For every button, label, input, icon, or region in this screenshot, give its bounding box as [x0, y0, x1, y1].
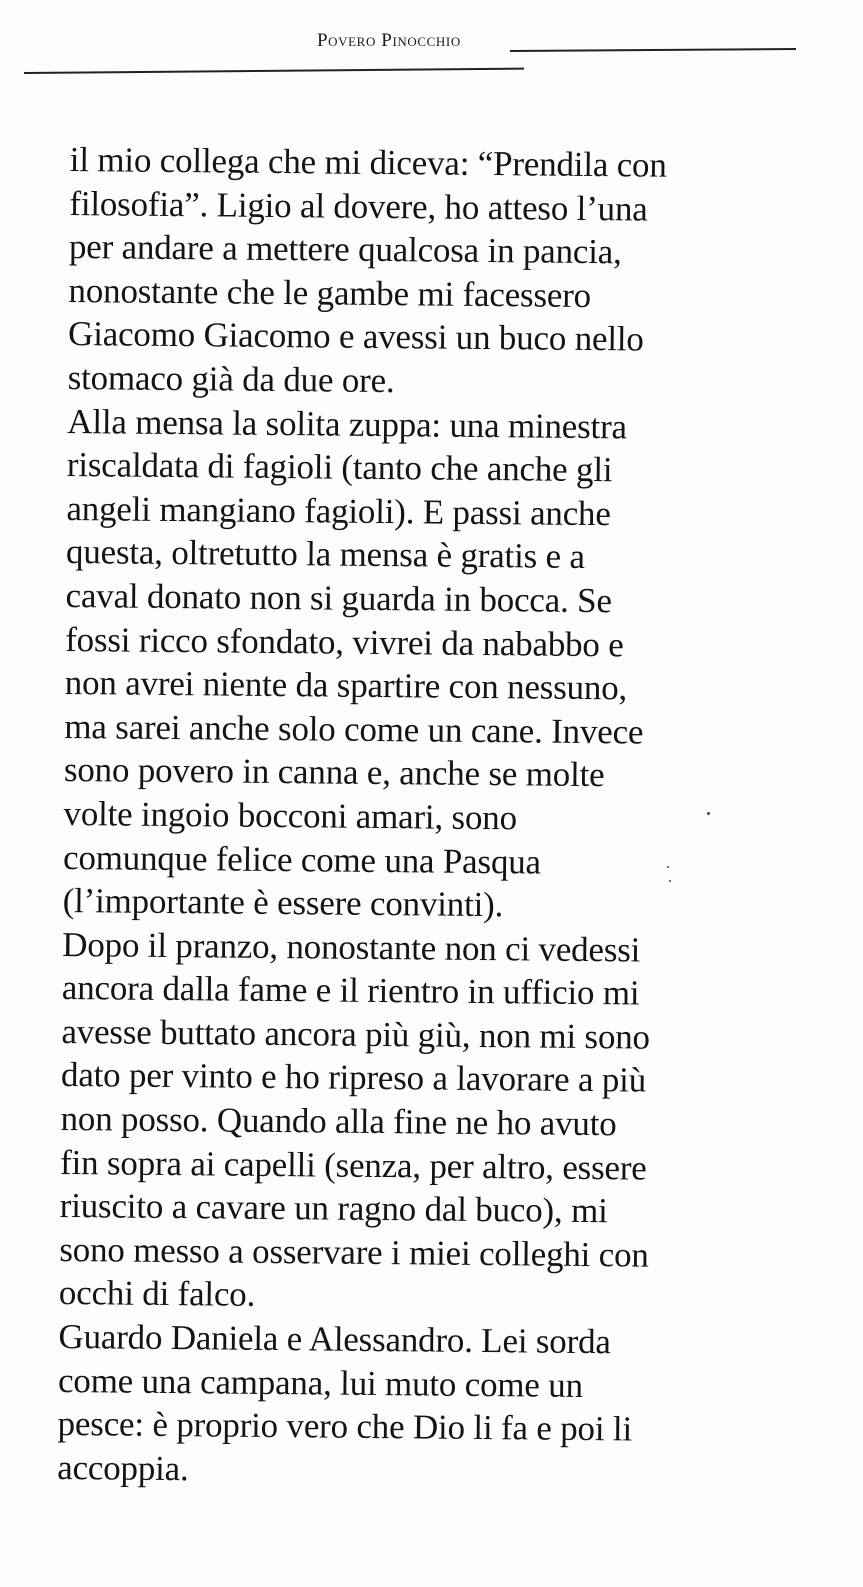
text-line: occhi di falco.: [58, 1273, 256, 1315]
text-line: sono messo a osservare i miei colleghi con: [59, 1229, 649, 1275]
text-line: Guardo Daniela e Alessandro. Lei sorda: [58, 1316, 611, 1362]
text-line: non avrei niente da spartire con nessuno,: [64, 663, 628, 708]
text-line: Dopo il pranzo, nonostante non ci vedessi: [62, 924, 641, 970]
scan-speck: [669, 880, 671, 882]
text-line: pesce: è proprio vero che Dio li fa e poi li: [57, 1404, 633, 1449]
text-line: volte ingoio bocconi amari, sono: [63, 793, 518, 838]
text-line: accoppia.: [57, 1447, 189, 1489]
text-line: nonostante che le gambe mi facessero: [68, 270, 592, 315]
text-line: filosofia”. Ligio al dovere, ho atteso l’una: [69, 183, 648, 229]
text-line: caval donato non si guarda in bocca. Se: [65, 575, 612, 621]
text-line: il mio collega che mi diceva: “Prendila con: [69, 139, 667, 185]
body-text: [57, 138, 830, 1497]
text-line: per andare a mettere qualcosa in pancia,: [68, 227, 622, 272]
text-line: questa, oltretutto la mensa è gratis e a: [65, 532, 585, 577]
scan-speck: [667, 866, 669, 868]
text-line: fin sopra ai capelli (senza, per altro, essere: [59, 1142, 647, 1188]
text-line: dato per vinto e ho ripreso a lavorare a più: [60, 1055, 647, 1101]
running-head-title: Povero Pinocchio: [317, 30, 461, 51]
text-line: avesse buttato ancora più giù, non mi sono: [61, 1011, 651, 1057]
text-line: Alla mensa la solita zuppa: una minestra: [67, 401, 628, 446]
text-line: fossi ricco sfondato, vivrei da nababbo e: [65, 619, 624, 664]
text-line: riscaldata di fagioli (tanto che anche gli: [66, 445, 613, 490]
header-rule-left: [24, 68, 524, 74]
text-line: (l’importante è essere convinti).: [62, 881, 504, 925]
text-line: comunque felice come una Pasqua: [62, 837, 542, 882]
text-line: ancora dalla fame e il rientro in ufficio mi: [61, 968, 640, 1013]
text-line: sono povero in canna e, anche se molte: [63, 750, 605, 795]
text-line: stomaco già da due ore.: [67, 357, 395, 401]
text-line: Giacomo Giacomo e avessi un buco nello: [67, 314, 644, 359]
text-line: come una campana, lui muto come un: [57, 1360, 584, 1405]
text-line: angeli mangiano fagioli). E passi anche: [66, 488, 611, 533]
text-line: riuscito a cavare un ragno dal buco), mi: [59, 1186, 608, 1231]
text-line: ma sarei anche solo come un cane. Invece: [64, 706, 644, 752]
header-rule-right: [510, 48, 796, 52]
scan-speck: [707, 812, 710, 815]
text-line: non posso. Quando alla fine ne ho avuto: [60, 1099, 617, 1144]
